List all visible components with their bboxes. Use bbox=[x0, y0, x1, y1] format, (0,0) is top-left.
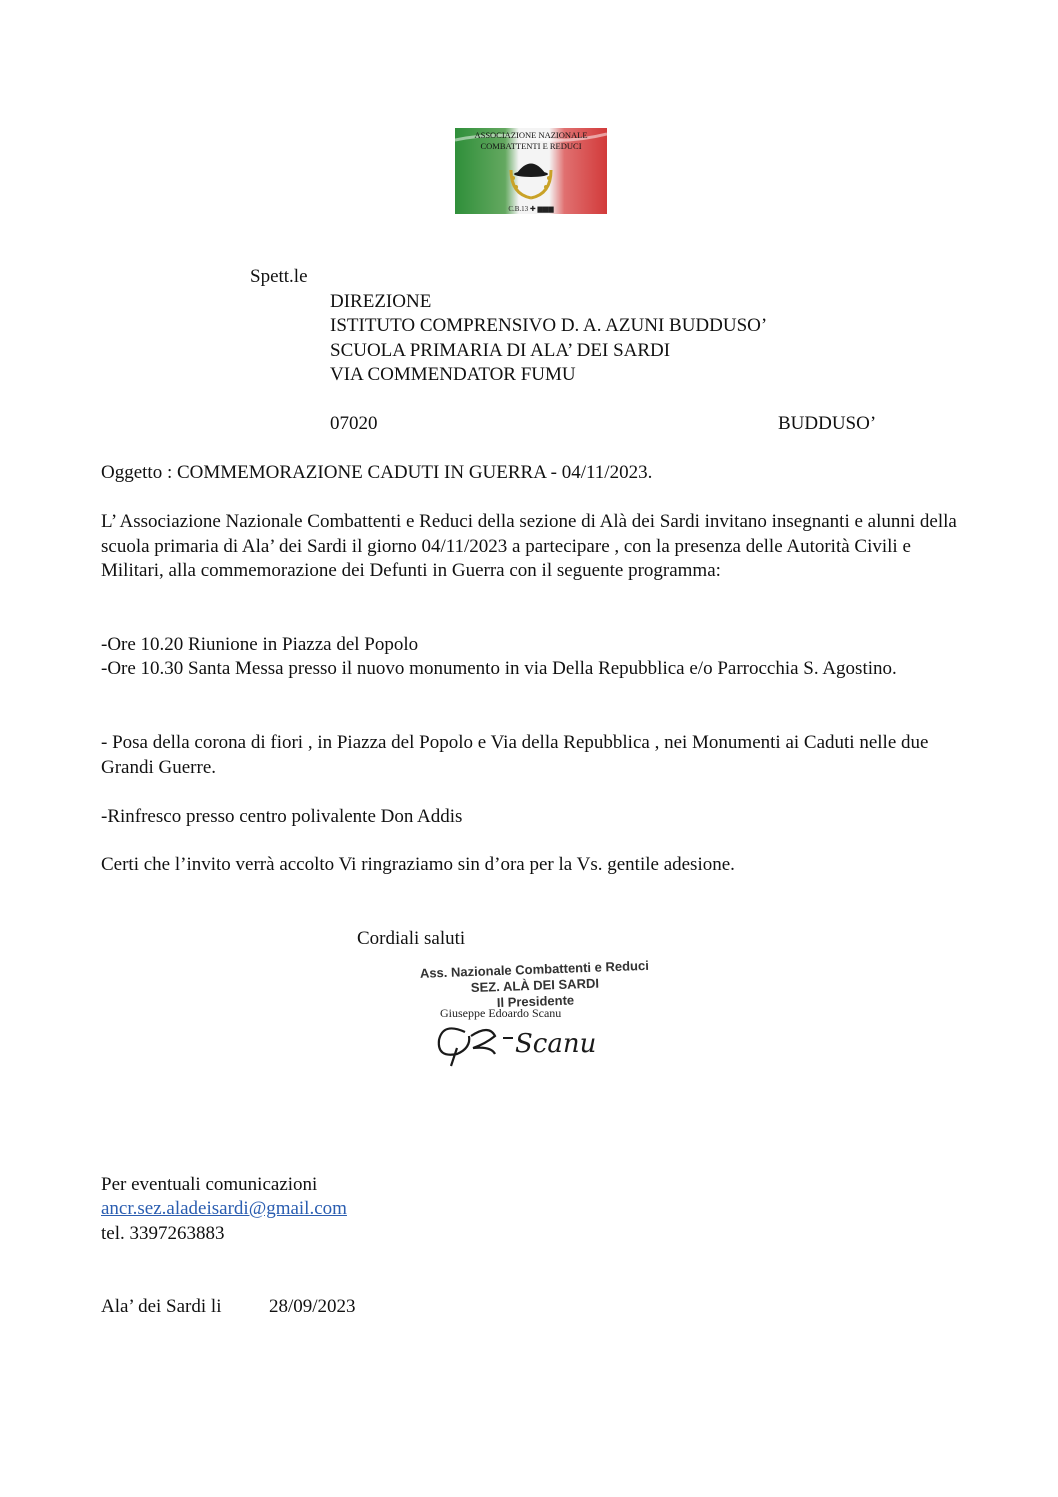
recipient-line-2: ISTITUTO COMPRENSIVO D. A. AZUNI BUDDUSO’ bbox=[330, 315, 768, 336]
subject-line: Oggetto : COMMEMORAZIONE CADUTI IN GUERRA - 04/11/2023. bbox=[101, 462, 653, 483]
intro-paragraph: L’ Associazione Nazionale Combattenti e Reduci della sezione di Alà dei Sardi invitano insegnanti e alunni della scuola primaria di Ala’ dei Sardi il giorno 04/11/2023 a partecipare , con la presenza delle Autorità Civili e Militari, alla commemorazione dei Defunti in Guerra con il seguente programma: bbox=[101, 511, 957, 582]
recipient-line-4: VIA COMMENDATOR FUMU bbox=[330, 364, 576, 385]
program-item-1: -Ore 10.20 Riunione in Piazza del Popolo bbox=[101, 634, 419, 655]
greeting: Cordiali saluti bbox=[357, 928, 466, 949]
program-item-2: -Ore 10.30 Santa Messa presso il nuovo monumento in via Della Repubblica e/o Parrocchia S. Agostino. bbox=[101, 658, 897, 679]
president-name: Giuseppe Edoardo Scanu bbox=[440, 1006, 562, 1020]
logo-text-3: C.B.13 ✚ ▆▆▆ bbox=[508, 205, 554, 213]
date: 28/09/2023 bbox=[269, 1296, 356, 1317]
contacts-label: Per eventuali comunicazioni bbox=[101, 1174, 318, 1195]
stamp-line-1: Ass. Nazionale Combattenti e Reduci bbox=[419, 957, 650, 981]
signature-script: Scanu bbox=[515, 1029, 597, 1059]
program-item-3: - Posa della corona di fiori , in Piazza del Popolo e Via della Repubblica , nei Monumenti ai Caduti nelle due Grandi Guerre. bbox=[101, 732, 929, 778]
recipient-line-3: SCUOLA PRIMARIA DI ALA’ DEI SARDI bbox=[330, 340, 671, 361]
recipient-city: BUDDUSO’ bbox=[778, 413, 877, 434]
handwritten-signature bbox=[439, 1028, 597, 1066]
email-link[interactable]: ancr.sez.aladeisardi@gmail.com bbox=[101, 1198, 347, 1219]
closing-paragraph: Certi che l’invito verrà accolto Vi ringraziamo sin d’ora per la Vs. gentile adesione. bbox=[101, 854, 735, 875]
president-stamp-signature bbox=[395, 948, 665, 1074]
logo-text-2: COMBATTENTI E REDUCI bbox=[480, 141, 582, 151]
stamp-line-3: Il Presidente bbox=[496, 992, 575, 1011]
program-item-4: -Rinfresco presso centro polivalente Don Addis bbox=[101, 806, 463, 827]
phone-number: tel. 3397263883 bbox=[101, 1223, 225, 1244]
place: Ala’ dei Sardi li bbox=[101, 1296, 222, 1317]
postal-code: 07020 bbox=[330, 413, 378, 434]
stamp-line-2: SEZ. ALÀ DEI SARDI bbox=[470, 975, 600, 996]
logo-text-1: ASSOCIAZIONE NAZIONALE bbox=[474, 130, 588, 140]
association-logo bbox=[455, 128, 607, 214]
salutation: Spett.le bbox=[250, 266, 308, 287]
recipient-line-1: DIREZIONE bbox=[330, 291, 432, 312]
